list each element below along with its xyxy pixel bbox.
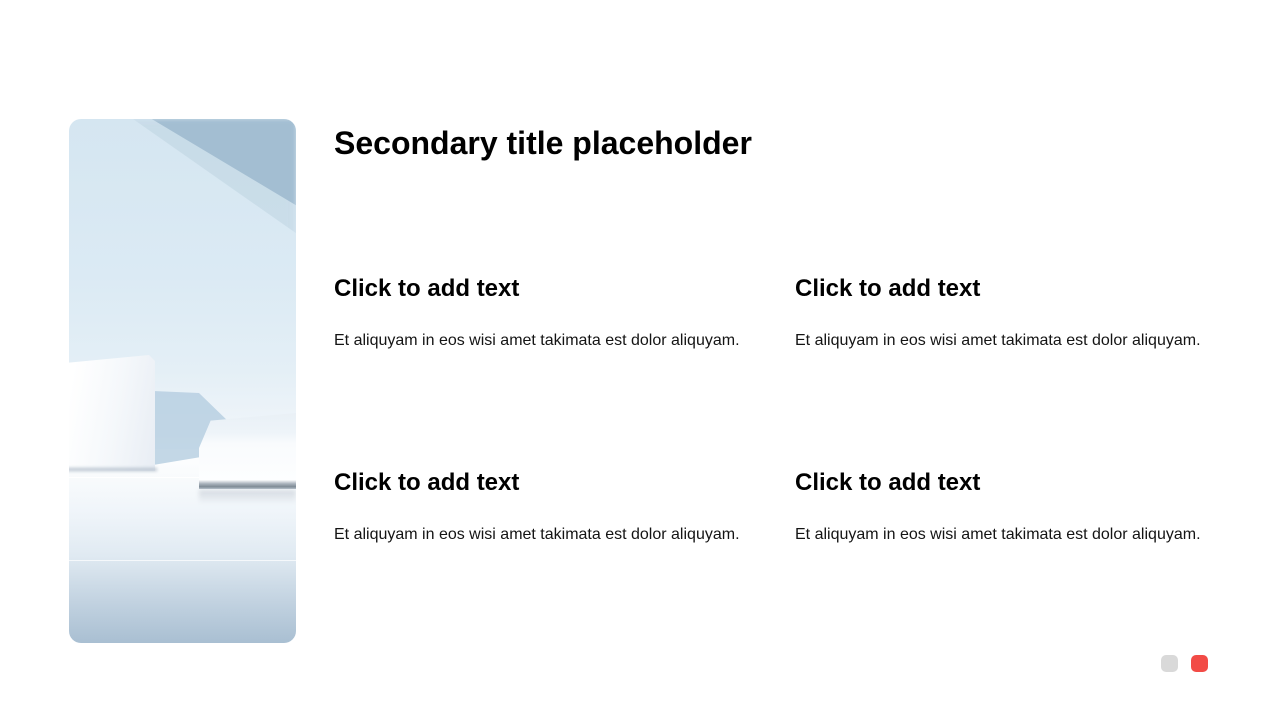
floor-seam-line xyxy=(69,560,296,561)
text-placeholder-3[interactable] xyxy=(334,470,774,545)
text-placeholder-body[interactable]: Et aliquyam in eos wisi amet takimata est dolor aliquyam. xyxy=(334,332,740,349)
white-cube-shape xyxy=(69,355,155,471)
text-placeholder-heading[interactable]: Click to add text xyxy=(334,469,520,496)
text-placeholder-heading[interactable]: Click to add text xyxy=(795,275,981,302)
text-placeholder-body[interactable]: Et aliquyam in eos wisi amet takimata est dolor aliquyam. xyxy=(795,526,1201,543)
text-placeholder-4[interactable] xyxy=(795,470,1235,545)
podium-slab-shape xyxy=(199,413,296,489)
slab-reflection-shape xyxy=(199,490,296,504)
slide-image[interactable] xyxy=(69,119,296,643)
cube-contact-shadow xyxy=(69,468,157,471)
text-placeholder-body[interactable]: Et aliquyam in eos wisi amet takimata est dolor aliquyam. xyxy=(795,332,1201,349)
decor-dot-gray xyxy=(1161,655,1178,672)
slide-title-placeholder[interactable]: Secondary title placeholder xyxy=(334,125,752,161)
text-placeholder-body[interactable]: Et aliquyam in eos wisi amet takimata est dolor aliquyam. xyxy=(334,526,740,543)
text-placeholder-1[interactable] xyxy=(334,276,774,351)
text-placeholder-2[interactable] xyxy=(795,276,1235,351)
decor-dots xyxy=(1161,655,1208,672)
decor-dot-red xyxy=(1191,655,1208,672)
text-placeholder-heading[interactable]: Click to add text xyxy=(795,469,981,496)
text-placeholder-heading[interactable]: Click to add text xyxy=(334,275,520,302)
